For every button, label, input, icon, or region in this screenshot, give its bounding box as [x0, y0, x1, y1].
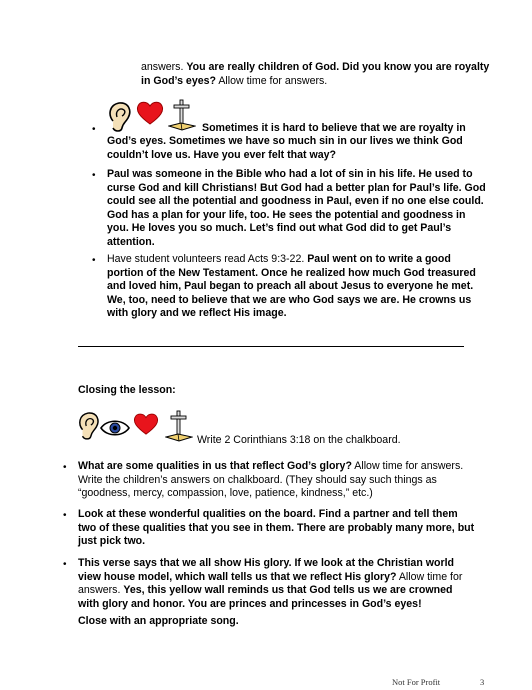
bullet-3-bold: Paul went on to write a good portion of the New Testament. Once he realized how much God treasured and loved him, Paul began to preach all about Jesus to everyone he met. We, too, need to believe that we are who God says we are. He crowns us with glory and we reflect His image.: [107, 253, 476, 320]
heart-icon: [136, 100, 164, 131]
bullet-1-glyph: •: [92, 124, 96, 135]
ear-icon: [77, 410, 101, 447]
heart-icon: [133, 412, 159, 441]
closing-bullet-1-plain: Allow time for answers. Write the children’s answers on chalkboard. (They should say such things as “goodness, mercy, compassion, love, patience, kindness,” etc.): [78, 460, 464, 500]
bullet-2-glyph: •: [92, 170, 96, 181]
bullet-2-text: Paul was someone in the Bible who had a lot of sin in his life. He used to curse God and kill Christians! But God had a better plan for Paul’s life. God could see all the potential and goodness in Paul, even if no one else could. God has a plan for your life, too. He sees the potential and goodness in you. He loves you so much. Let’s find out what God did to get Paul’s attention.: [107, 168, 486, 248]
intro-tail: Allow time for answers.: [215, 74, 328, 87]
section-divider: [78, 346, 464, 347]
close-song: Close with an appropriate song.: [78, 615, 239, 627]
closing-bullet-2-text: Look at these wonderful qualities on the board. Find a partner and tell them two of these qualities that you see in them. There are probably many more, but just pick two.: [78, 508, 475, 548]
eye-icon: [100, 418, 130, 443]
closing-bullet-3-plain: Allow time for answers.: [78, 570, 463, 597]
ear-icon: [107, 101, 133, 138]
closing-bullet-2-glyph: •: [63, 510, 67, 521]
bullet-3-plain: Have student volunteers read Acts 9:3-22.: [107, 253, 308, 265]
cross-bible-icon: [165, 410, 193, 449]
closing-instruction: Write 2 Corinthians 3:18 on the chalkboard.: [197, 434, 401, 446]
closing-bullet-3-bold: This verse says that we all show His glory. If we look at the Christian world view house model, which wall tells us that we reflect His glory?: [78, 557, 454, 583]
footer-label: Not For Profit: [392, 677, 441, 687]
bullet-1-rest: God’s eyes. Sometimes we have so much sin in our lives we think God couldn’t love us. Have you ever felt that way?: [107, 135, 463, 161]
closing-bullet-1-text: [78, 460, 478, 501]
bullet-3-text: [107, 253, 490, 321]
intro-bold: You are really children of God. Did you know you are royalty in God’s eyes?: [141, 61, 490, 87]
intro-lead: answers.: [141, 61, 187, 73]
closing-bullet-3-glyph: •: [63, 559, 67, 570]
closing-bullet-1-bold: What are some qualities in us that reflect God’s glory?: [78, 460, 352, 472]
bullet-1-line1: Sometimes it is hard to believe that we are royalty in: [202, 122, 466, 134]
closing-bullet-1-glyph: •: [63, 462, 67, 473]
page-number: 3: [480, 677, 485, 687]
closing-heading: Closing the lesson:: [78, 384, 176, 396]
closing-bullet-3-text: [78, 557, 476, 611]
intro-paragraph: [141, 61, 491, 88]
bullet-3-glyph: •: [92, 255, 96, 266]
cross-bible-icon: [168, 99, 196, 138]
closing-bullet-3-bold2: Yes, this yellow wall reminds us that God tells us we are crowned with glory and honor. You are princes and princesses in God’s eyes!: [78, 584, 453, 610]
